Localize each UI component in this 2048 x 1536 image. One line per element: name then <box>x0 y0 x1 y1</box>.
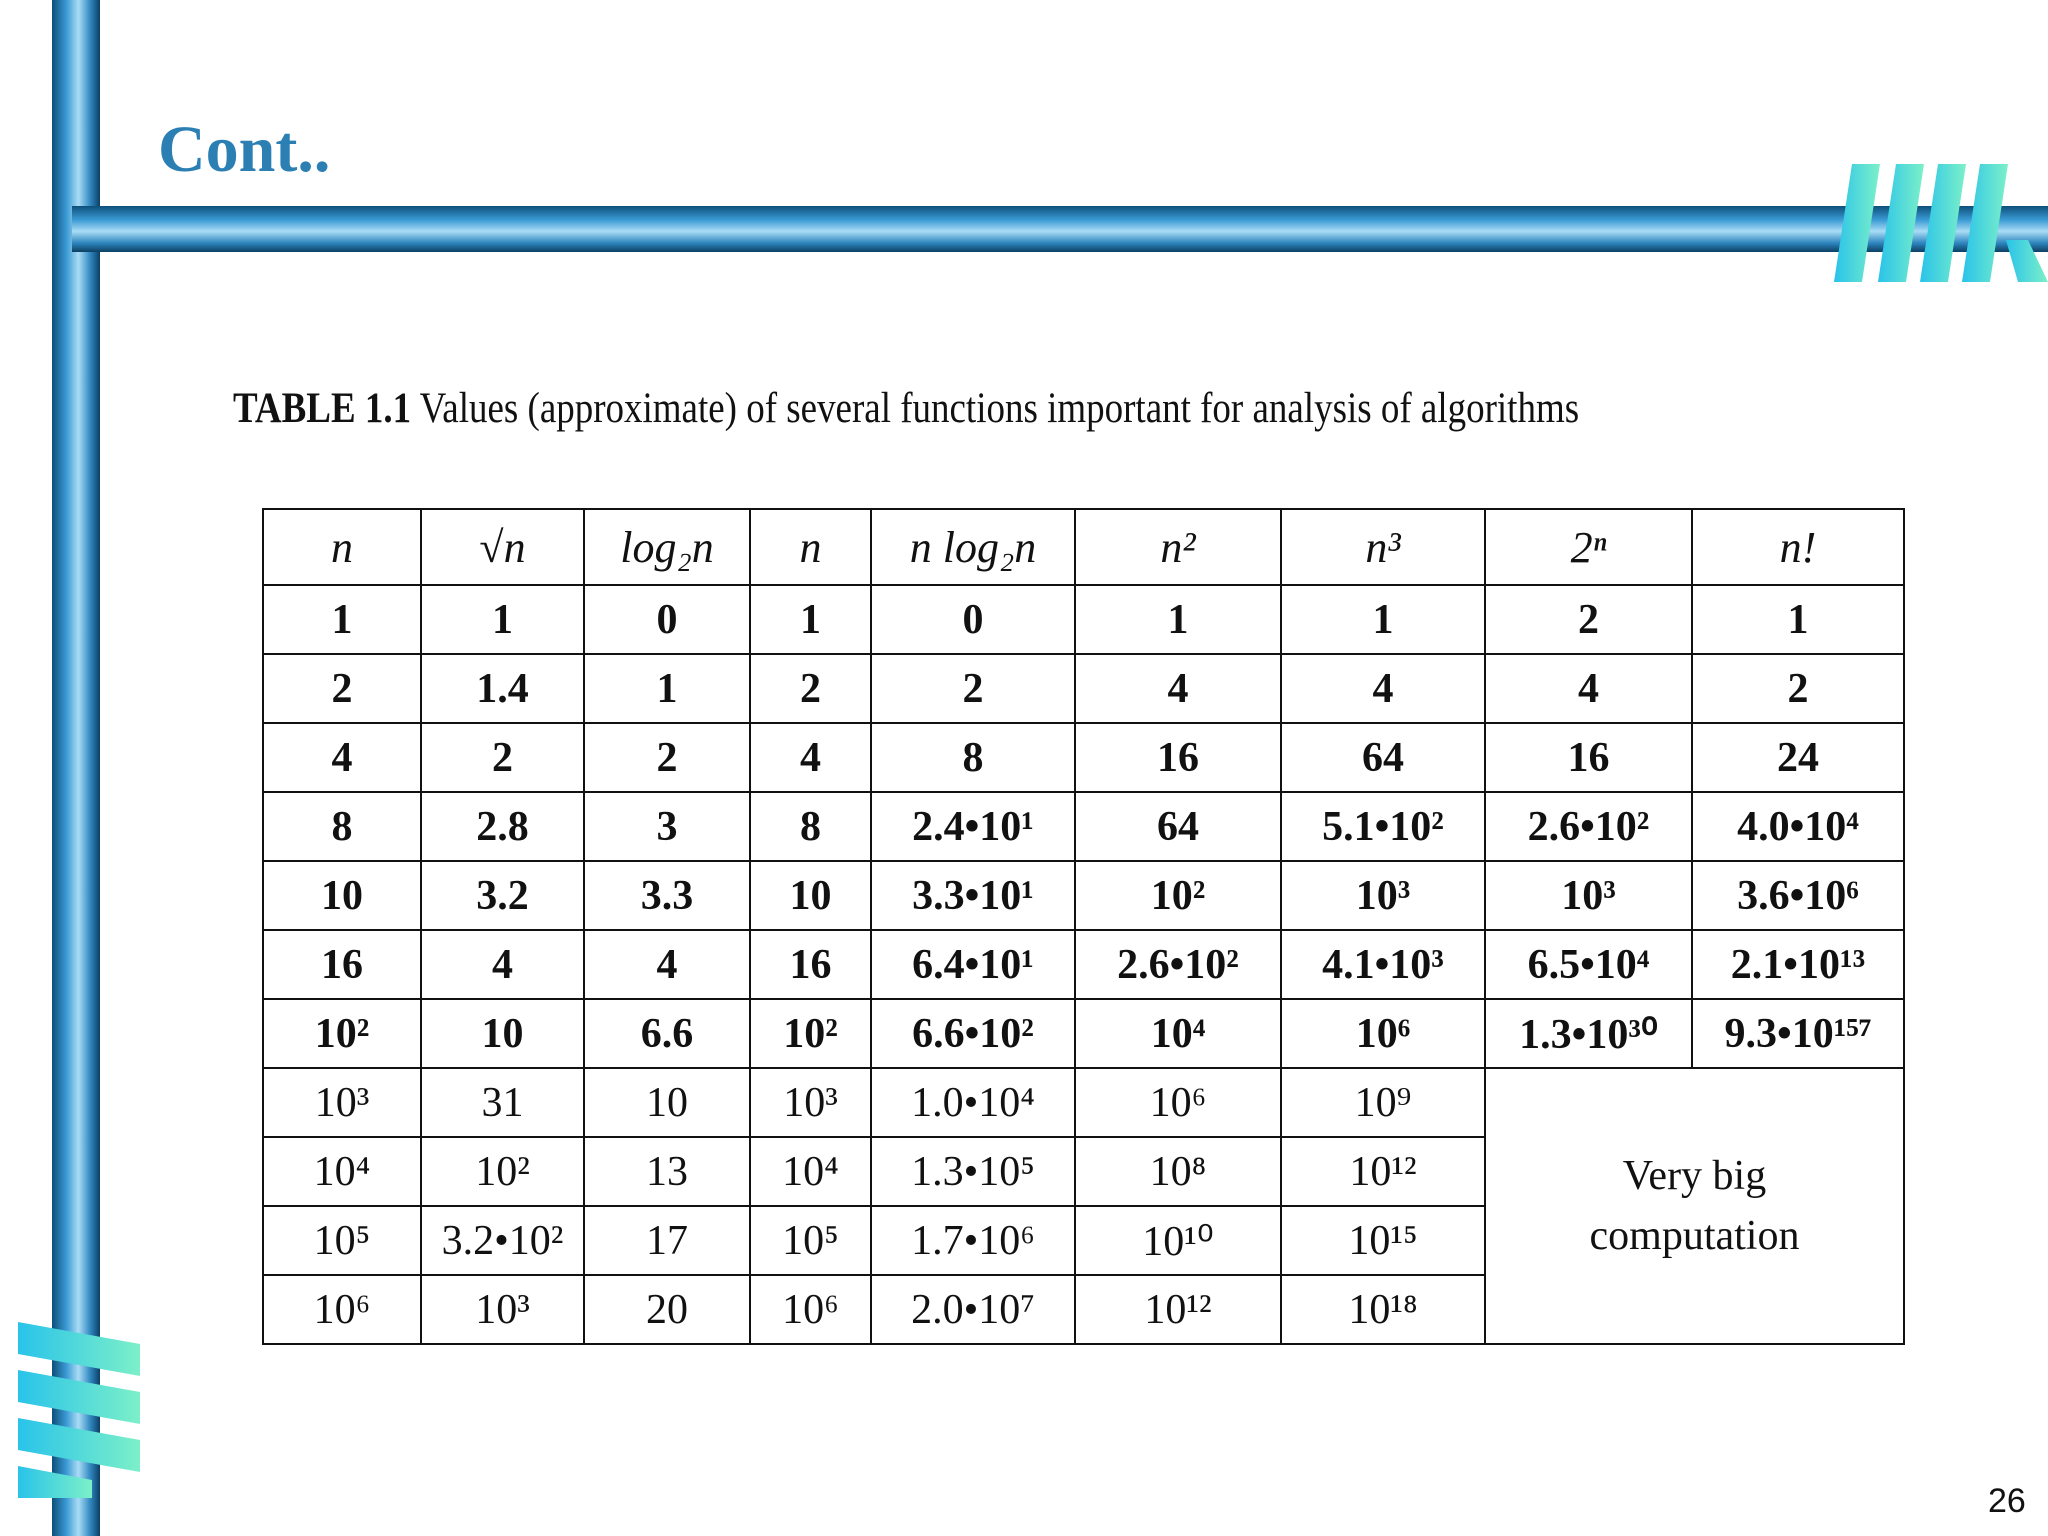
header-nlogn-label: n log₂n <box>909 522 1037 572</box>
header-factorial-label: n! <box>1779 522 1817 572</box>
table-cell: 3.2•10² <box>421 1206 584 1275</box>
table-row <box>263 1068 1904 1137</box>
very-big-computation-note <box>1485 1068 1904 1344</box>
table-cell: 3.3•10¹ <box>871 861 1075 930</box>
table-cell: 3.3 <box>584 861 750 930</box>
table-row <box>263 930 1904 999</box>
table-cell: 2.6•10² <box>1485 792 1692 861</box>
header-n-squared-label: n² <box>1160 522 1196 572</box>
table-cell: 10⁶ <box>1075 1068 1281 1137</box>
table-cell: 2 <box>421 723 584 792</box>
table-cell: 10⁵ <box>750 1206 871 1275</box>
table-row <box>263 792 1904 861</box>
table-cell: 2.4•10¹ <box>871 792 1075 861</box>
stripes-corner-icon <box>12 1318 140 1498</box>
table-cell: 64 <box>1281 723 1485 792</box>
header-n-linear <box>750 509 871 585</box>
table-cell: 31 <box>421 1068 584 1137</box>
table-cell: 8 <box>871 723 1075 792</box>
table-row <box>263 723 1904 792</box>
table-cell: 1.7•10⁶ <box>871 1206 1075 1275</box>
table-cell: 10¹² <box>1281 1137 1485 1206</box>
header-nlogn <box>871 509 1075 585</box>
table-cell: 16 <box>750 930 871 999</box>
table-cell: 2 <box>1692 654 1904 723</box>
table-cell: 0 <box>584 585 750 654</box>
table-cell: 1 <box>750 585 871 654</box>
table-cell: 4 <box>421 930 584 999</box>
header-n-cubed-label: n³ <box>1365 522 1401 572</box>
table-cell: 10³ <box>263 1068 421 1137</box>
table-cell: 16 <box>1075 723 1281 792</box>
table-cell: 10⁵ <box>263 1206 421 1275</box>
slide-title: Cont.. <box>158 113 331 186</box>
table-cell: 24 <box>1692 723 1904 792</box>
table-cell: 6.5•10⁴ <box>1485 930 1692 999</box>
table-cell: 6.6•10² <box>871 999 1075 1068</box>
table-row <box>263 999 1904 1068</box>
header-n-squared <box>1075 509 1281 585</box>
table-row <box>263 585 1904 654</box>
table-cell: 10 <box>584 1068 750 1137</box>
table-cell: 10³ <box>1281 861 1485 930</box>
table-cell: 1 <box>421 585 584 654</box>
note-line-1: Very big <box>1622 1153 1767 1199</box>
table-cell: 10¹² <box>1075 1275 1281 1344</box>
table-cell: 1 <box>1281 585 1485 654</box>
table-cell: 1 <box>263 585 421 654</box>
table-cell: 16 <box>1485 723 1692 792</box>
table-cell: 2.1•10¹³ <box>1692 930 1904 999</box>
table-caption-text: Values (approximate) of several functions important for analysis of algorithms <box>411 385 1580 432</box>
table-caption <box>233 384 1579 433</box>
table-cell: 1.3•10⁵ <box>871 1137 1075 1206</box>
table-cell: 4 <box>1075 654 1281 723</box>
header-two-pow-n-label: 2ⁿ <box>1570 522 1607 572</box>
table-cell: 3.6•10⁶ <box>1692 861 1904 930</box>
table-cell: 10 <box>750 861 871 930</box>
table-cell: 16 <box>263 930 421 999</box>
table-cell: 10¹⁸ <box>1281 1275 1485 1344</box>
table-cell: 5.1•10² <box>1281 792 1485 861</box>
table-cell: 9.3•10¹⁵⁷ <box>1692 999 1904 1068</box>
table-cell: 10¹⁵ <box>1281 1206 1485 1275</box>
table-cell: 10³ <box>750 1068 871 1137</box>
table-cell: 10⁹ <box>1281 1068 1485 1137</box>
table-cell: 2.8 <box>421 792 584 861</box>
table-cell: 2 <box>263 654 421 723</box>
table-cell: 4 <box>584 930 750 999</box>
table-cell: 4 <box>1281 654 1485 723</box>
table-cell: 10⁴ <box>750 1137 871 1206</box>
table-cell: 1.3•10³⁰ <box>1485 999 1692 1068</box>
table-row <box>263 654 1904 723</box>
table-cell: 1 <box>1075 585 1281 654</box>
table-cell: 17 <box>584 1206 750 1275</box>
table-cell: 3 <box>584 792 750 861</box>
table-cell: 1.0•10⁴ <box>871 1068 1075 1137</box>
table-cell: 13 <box>584 1137 750 1206</box>
table-cell: 2 <box>871 654 1075 723</box>
table-cell: 10⁶ <box>750 1275 871 1344</box>
stripes-logo-icon <box>1830 160 2048 286</box>
table-header-row <box>263 509 1904 585</box>
table-cell: 10 <box>421 999 584 1068</box>
table-cell: 10² <box>1075 861 1281 930</box>
table-cell: 10⁶ <box>263 1275 421 1344</box>
table-cell: 10² <box>263 999 421 1068</box>
header-log2n <box>584 509 750 585</box>
table-cell: 4 <box>263 723 421 792</box>
table-cell: 10⁴ <box>263 1137 421 1206</box>
table-cell: 10² <box>421 1137 584 1206</box>
table-row <box>263 861 1904 930</box>
table-cell: 20 <box>584 1275 750 1344</box>
table-cell: 10⁶ <box>1281 999 1485 1068</box>
table-cell: 10 <box>263 861 421 930</box>
table-cell: 2 <box>584 723 750 792</box>
table-cell: 1 <box>584 654 750 723</box>
header-n <box>263 509 421 585</box>
header-log2n-label: log₂n <box>620 522 714 572</box>
table-cell: 6.4•10¹ <box>871 930 1075 999</box>
header-n-linear-label: n <box>799 522 822 572</box>
function-values-table <box>262 508 1905 1345</box>
table-cell: 0 <box>871 585 1075 654</box>
table-cell: 6.6 <box>584 999 750 1068</box>
table-caption-label: TABLE 1.1 <box>233 385 412 432</box>
header-factorial <box>1692 509 1904 585</box>
table-cell: 4 <box>1485 654 1692 723</box>
table-cell: 10³ <box>421 1275 584 1344</box>
table-cell: 4.0•10⁴ <box>1692 792 1904 861</box>
header-n-cubed <box>1281 509 1485 585</box>
table-cell: 10⁴ <box>1075 999 1281 1068</box>
table-cell: 3.2 <box>421 861 584 930</box>
table-cell: 2 <box>750 654 871 723</box>
horizontal-accent-bar <box>72 206 2048 252</box>
table-cell: 4 <box>750 723 871 792</box>
table-cell: 2.0•10⁷ <box>871 1275 1075 1344</box>
header-two-pow-n <box>1485 509 1692 585</box>
header-sqrt-n-label: √n <box>479 522 526 572</box>
table-cell: 2.6•10² <box>1075 930 1281 999</box>
page-number: 26 <box>1988 1482 2026 1520</box>
table-cell: 8 <box>263 792 421 861</box>
table-cell: 10² <box>750 999 871 1068</box>
header-sqrt-n <box>421 509 584 585</box>
header-n-label: n <box>331 522 353 572</box>
table-cell: 1 <box>1692 585 1904 654</box>
table-cell: 10³ <box>1485 861 1692 930</box>
table-cell: 1.4 <box>421 654 584 723</box>
table-cell: 4.1•10³ <box>1281 930 1485 999</box>
table-cell: 10⁸ <box>1075 1137 1281 1206</box>
table-cell: 2 <box>1485 585 1692 654</box>
table-cell: 64 <box>1075 792 1281 861</box>
table-cell: 10¹⁰ <box>1075 1206 1281 1275</box>
table-cell: 8 <box>750 792 871 861</box>
note-line-2: computation <box>1589 1213 1800 1259</box>
